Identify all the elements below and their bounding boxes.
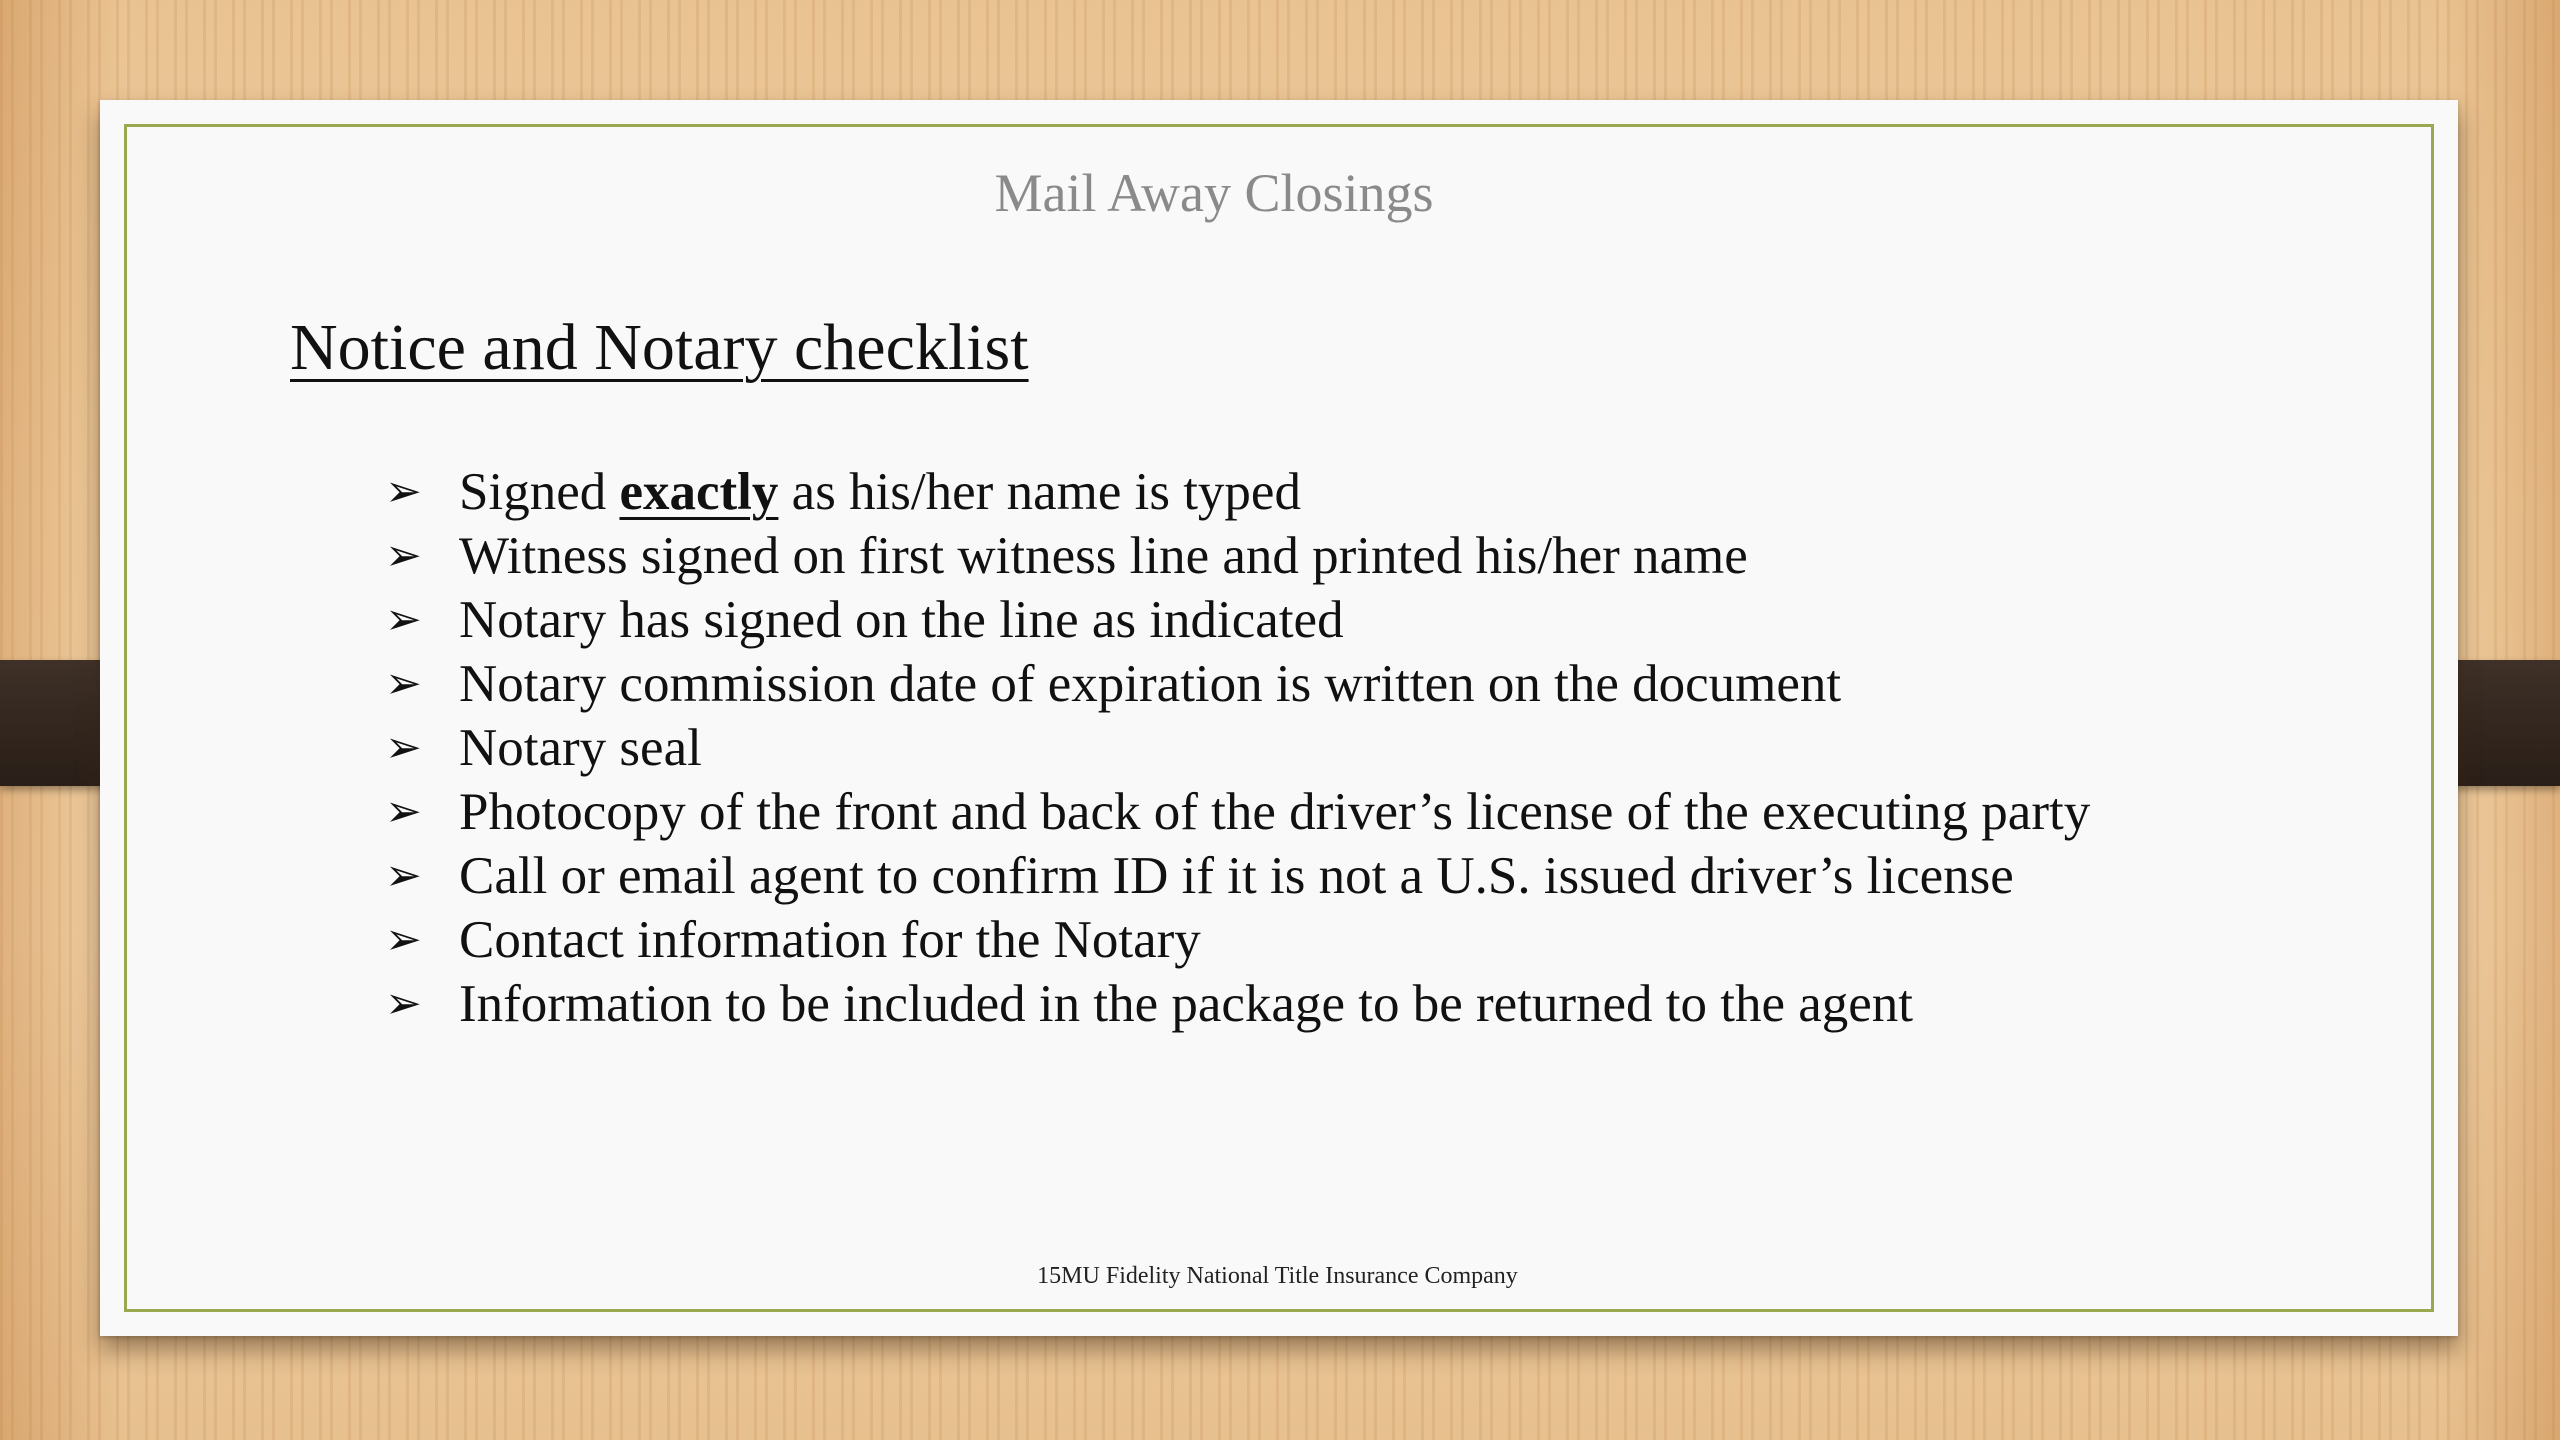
- checklist-item: [385, 460, 2090, 524]
- item-text-before: Signed: [459, 463, 620, 521]
- arrowhead-bullet-icon: ➢: [385, 850, 422, 901]
- checklist-item: [385, 716, 2090, 780]
- slide-header: Mail Away Closings: [994, 163, 1434, 223]
- checklist-item: [385, 780, 2090, 844]
- checklist-item: [385, 972, 2090, 1036]
- checklist-item: [385, 652, 2090, 716]
- item-text: Contact information for the Notary: [459, 911, 1201, 969]
- item-text: Photocopy of the front and back of the driver’s license of the executing party: [459, 783, 2091, 841]
- item-text: Notary seal: [459, 719, 702, 777]
- item-text: Notary commission date of expiration is written on the document: [459, 655, 1842, 713]
- arrowhead-bullet-icon: ➢: [385, 594, 422, 645]
- checklist-item: [385, 908, 2090, 972]
- item-text: Notary has signed on the line as indicated: [459, 591, 1344, 649]
- slide-footer: 15MU Fidelity National Title Insurance Company: [1037, 1263, 1518, 1289]
- slide: [100, 100, 2458, 1336]
- item-emphasis: exactly: [619, 463, 779, 521]
- item-text: Call or email agent to confirm ID if it is not a U.S. issued driver’s license: [459, 847, 2014, 905]
- arrowhead-bullet-icon: ➢: [385, 978, 422, 1029]
- item-text: Information to be included in the package to be returned to the agent: [459, 975, 1914, 1033]
- checklist: [385, 460, 2090, 1036]
- arrowhead-bullet-icon: ➢: [385, 530, 422, 581]
- checklist-item: [385, 844, 2090, 908]
- item-text-after: as his/her name is typed: [778, 463, 1301, 521]
- slide-title: Notice and Notary checklist: [290, 311, 1029, 384]
- checklist-item: [385, 524, 2090, 588]
- checklist-item: [385, 588, 2090, 652]
- arrowhead-bullet-icon: ➢: [385, 658, 422, 709]
- arrowhead-bullet-icon: ➢: [385, 914, 422, 965]
- arrowhead-bullet-icon: ➢: [385, 722, 422, 773]
- arrowhead-bullet-icon: ➢: [385, 786, 422, 837]
- item-text: Witness signed on first witness line and printed his/her name: [459, 527, 1748, 585]
- arrowhead-bullet-icon: ➢: [385, 466, 422, 517]
